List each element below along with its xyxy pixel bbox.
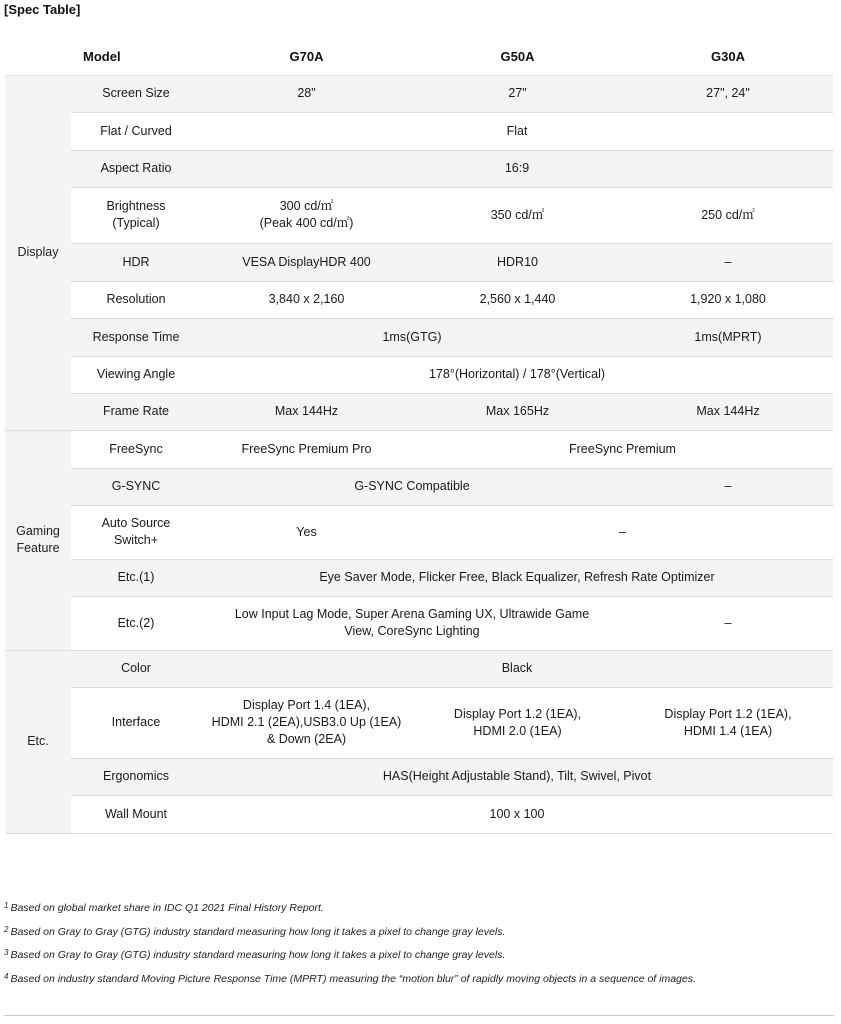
table-row — [5, 356, 833, 393]
footnote-2 — [4, 924, 834, 948]
table-row — [5, 75, 833, 112]
cell-g70a-g50a: Low Input Lag Mode, Super Arena Gaming UX, Ultrawide Game View, CoreSync Lighting — [201, 596, 623, 650]
header-model: Model — [71, 38, 201, 75]
row-label: G-SYNC — [71, 468, 201, 505]
header-g70a: G70A — [201, 38, 412, 75]
row-label: HDR — [71, 243, 201, 281]
cell-g30a: 250 cd/㎡ — [623, 187, 833, 243]
cell-g30a: – — [623, 468, 833, 505]
cell-g70a: 300 cd/㎡ (Peak 400 cd/㎡) — [201, 187, 412, 243]
table-row — [5, 281, 833, 318]
cell-g50a-g30a: FreeSync Premium — [412, 430, 833, 468]
cell-g50a: Display Port 1.2 (1EA), HDMI 2.0 (1EA) — [412, 687, 623, 758]
footnote-1 — [4, 900, 834, 924]
header-blank — [5, 38, 71, 75]
cell-g70a: FreeSync Premium Pro — [201, 430, 412, 468]
category-display: Display — [5, 75, 71, 430]
row-label: Interface — [71, 687, 201, 758]
table-row — [5, 596, 833, 650]
table-row — [5, 187, 833, 243]
table-row — [5, 468, 833, 505]
cell-all: Flat — [201, 112, 833, 150]
cell-all: Black — [201, 650, 833, 687]
row-label: Brightness (Typical) — [71, 187, 201, 243]
cell-g70a: Max 144Hz — [201, 393, 412, 430]
row-label: Resolution — [71, 281, 201, 318]
row-label: Screen Size — [71, 75, 201, 112]
row-label: Response Time — [71, 318, 201, 356]
table-row — [5, 318, 833, 356]
header-g50a: G50A — [412, 38, 623, 75]
cell-all: Eye Saver Mode, Flicker Free, Black Equalizer, Refresh Rate Optimizer — [201, 559, 833, 596]
footnote-number: 3 — [4, 948, 9, 957]
spec-table — [5, 38, 833, 834]
cell-g70a-g50a: G-SYNC Compatible — [201, 468, 623, 505]
footnote-text: Based on Gray to Gray (GTG) industry standard measuring how long it takes a pixel to change gray levels. — [10, 949, 506, 961]
cell-g50a: HDR10 — [412, 243, 623, 281]
table-row — [5, 430, 833, 468]
row-label: FreeSync — [71, 430, 201, 468]
table-row — [5, 687, 833, 758]
table-row — [5, 758, 833, 795]
table-row — [5, 559, 833, 596]
cell-g70a: 28" — [201, 75, 412, 112]
spec-table-heading: [Spec Table] — [4, 2, 81, 17]
footnote-number: 4 — [4, 971, 9, 981]
row-label: Viewing Angle — [71, 356, 201, 393]
cell-g70a: Yes — [201, 505, 412, 559]
cell-g30a: – — [623, 596, 833, 650]
cell-g30a: – — [623, 243, 833, 281]
row-label: Ergonomics — [71, 758, 201, 795]
cell-g70a: 3,840 x 2,160 — [201, 281, 412, 318]
footnote-text: Based on industry standard Moving Picture Response Time (MPRT) measuring the “motion blur” of rapidly moving objects in a sequence of images. — [10, 972, 696, 985]
header-g30a: G30A — [623, 38, 833, 75]
footnotes — [4, 900, 834, 994]
cell-g30a: 27", 24" — [623, 75, 833, 112]
table-row — [5, 650, 833, 687]
table-row — [5, 505, 833, 559]
footnote-text: Based on Gray to Gray (GTG) industry standard measuring how long it takes a pixel to change gray levels. — [10, 925, 506, 938]
table-row — [5, 393, 833, 430]
cell-g50a: Max 165Hz — [412, 393, 623, 430]
category-gaming-feature: Gaming Feature — [5, 430, 71, 650]
row-label: Auto Source Switch+ — [71, 505, 201, 559]
cell-all: 100 x 100 — [201, 795, 833, 833]
cell-g50a-g30a: – — [412, 505, 833, 559]
footnote-4 — [4, 971, 834, 995]
table-row — [5, 795, 833, 833]
cell-g70a-g50a: 1ms(GTG) — [201, 318, 623, 356]
table-row — [5, 112, 833, 150]
cell-g70a: Display Port 1.4 (1EA), HDMI 2.1 (2EA),USB3.0 Up (1EA) & Down (2EA) — [201, 687, 412, 758]
footnote-number: 2 — [4, 924, 9, 934]
footnote-text: Based on global market share in IDC Q1 2021 Final History Report. — [10, 902, 324, 914]
cell-g30a: 1ms(MPRT) — [623, 318, 833, 356]
row-label: Wall Mount — [71, 795, 201, 833]
table-row — [5, 243, 833, 281]
cell-all: HAS(Height Adjustable Stand), Tilt, Swivel, Pivot — [201, 758, 833, 795]
cell-all: 16:9 — [201, 150, 833, 187]
cell-g70a: VESA DisplayHDR 400 — [201, 243, 412, 281]
cell-g50a: 27" — [412, 75, 623, 112]
row-label: Frame Rate — [71, 393, 201, 430]
cell-all: 178°(Horizontal) / 178°(Vertical) — [201, 356, 833, 393]
cell-g30a: 1,920 x 1,080 — [623, 281, 833, 318]
cell-g50a: 350 cd/㎡ — [412, 187, 623, 243]
cell-g50a: 2,560 x 1,440 — [412, 281, 623, 318]
row-label: Etc.(2) — [71, 596, 201, 650]
footnote-3 — [4, 947, 834, 971]
row-label: Etc.(1) — [71, 559, 201, 596]
row-label: Color — [71, 650, 201, 687]
footnote-number: 1 — [4, 901, 9, 910]
cell-g30a: Display Port 1.2 (1EA), HDMI 1.4 (1EA) — [623, 687, 833, 758]
table-header-row — [5, 38, 833, 75]
table-row — [5, 150, 833, 187]
row-label: Flat / Curved — [71, 112, 201, 150]
bottom-divider — [4, 1015, 834, 1016]
category-etc: Etc. — [5, 650, 71, 833]
row-label: Aspect Ratio — [71, 150, 201, 187]
cell-g30a: Max 144Hz — [623, 393, 833, 430]
